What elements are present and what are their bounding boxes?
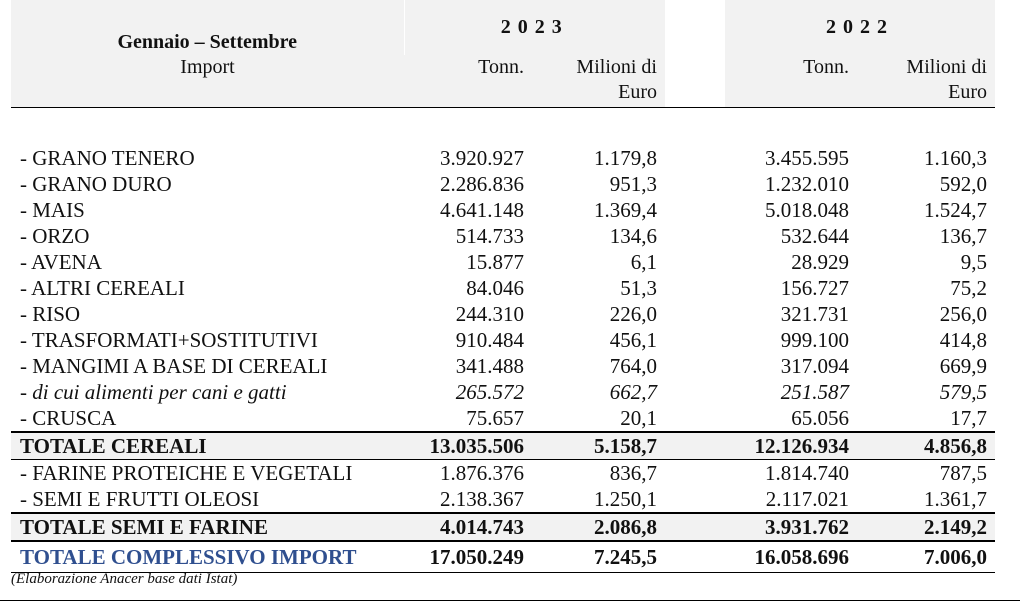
cell-tonn-2022: 532.644 (780, 224, 849, 248)
cell-euro-2022: 17,7 (950, 406, 987, 430)
cell-euro-2023: 51,3 (620, 276, 657, 300)
cell-euro-2022: 9,5 (960, 250, 987, 274)
cell-tonn-2022: 28.929 (791, 250, 849, 274)
spacer-cell (665, 379, 725, 405)
cell-tonn-2022: 317.094 (780, 354, 849, 378)
cell-euro-2022: 1.524,7 (924, 198, 987, 222)
cell-euro-2023: 20,1 (620, 406, 657, 430)
table-row (11, 405, 995, 432)
row-label: - AVENA (20, 250, 102, 274)
cell-tonn-2023: 514.733 (455, 224, 524, 248)
table-title: Gennaio – Settembre (11, 0, 404, 55)
cell-euro-2023: 662,7 (609, 380, 657, 404)
cell-tonn-2023: 75.657 (466, 406, 524, 430)
cell-euro-2022: 136,7 (939, 224, 987, 248)
cell-euro-2022: 592,0 (939, 172, 987, 196)
table-row (11, 327, 995, 353)
cell-euro-2022: 4.856,8 (857, 432, 995, 460)
col-tonn-2023: Tonn. (404, 55, 532, 108)
cell-euro-2022: 256,0 (939, 302, 987, 326)
cell-tonn-2022: 3.931.762 (725, 513, 857, 541)
spacer-cell (665, 327, 725, 353)
cell-tonn-2022: 251.587 (780, 380, 849, 404)
table-row (11, 486, 995, 513)
spacer-cell (665, 197, 725, 223)
spacer-cell (665, 275, 725, 301)
cell-euro-2023: 1.250,1 (594, 487, 657, 511)
col-tonn-2022: Tonn. (725, 55, 857, 108)
cell-tonn-2022: 12.126.934 (725, 432, 857, 460)
cell-tonn-2023: 4.014.743 (404, 513, 532, 541)
cell-euro-2023: 226,0 (609, 302, 657, 326)
cell-euro-2022: 75,2 (950, 276, 987, 300)
cell-euro-2023: 764,0 (609, 354, 657, 378)
row-label: TOTALE SEMI E FARINE (11, 513, 404, 541)
cell-euro-2023: 456,1 (609, 328, 657, 352)
row-label: - MAIS (20, 198, 85, 222)
import-table (11, 0, 995, 573)
spacer-cell (665, 249, 725, 275)
spacer-cell (665, 353, 725, 379)
cell-tonn-2023: 244.310 (455, 302, 524, 326)
cell-tonn-2023: 2.286.836 (440, 172, 524, 196)
spacer-cell (665, 223, 725, 249)
row-label: - RISO (20, 302, 81, 326)
cell-euro-2022: 2.149,2 (857, 513, 995, 541)
cell-tonn-2022: 999.100 (780, 328, 849, 352)
source-note: (Elaborazione Anacer base dati Istat) (11, 571, 238, 587)
table-row (11, 379, 995, 405)
cell-tonn-2023: 84.046 (466, 276, 524, 300)
cell-tonn-2022: 1.814.740 (765, 461, 849, 485)
cell-euro-2023: 6,1 (630, 250, 657, 274)
spacer-cell (665, 301, 725, 327)
row-label: - TRASFORMATI+SOSTITUTIVI (20, 328, 318, 352)
cell-euro-2022: 669,9 (939, 354, 987, 378)
table-row (11, 249, 995, 275)
bottom-rule (0, 600, 1020, 601)
cell-tonn-2023: 15.877 (466, 250, 524, 274)
cell-tonn-2023: 2.138.367 (440, 487, 524, 511)
cell-tonn-2022: 3.455.595 (765, 146, 849, 170)
cell-euro-2022: 414,8 (939, 328, 987, 352)
row-label: - MANGIMI A BASE DI CEREALI (20, 354, 328, 378)
cell-tonn-2023: 910.484 (455, 328, 524, 352)
table-row (11, 171, 995, 197)
spacer-cell (665, 486, 725, 513)
table-row (11, 145, 995, 171)
cell-euro-2022: 1.361,7 (924, 487, 987, 511)
row-label: - CRUSCA (20, 406, 117, 430)
spacer-cell (665, 460, 725, 487)
cell-tonn-2023: 265.572 (455, 380, 524, 404)
cell-euro-2023: 134,6 (609, 224, 657, 248)
cell-tonn-2022: 156.727 (780, 276, 849, 300)
cell-tonn-2022: 65.056 (791, 406, 849, 430)
row-label: - FARINE PROTEICHE E VEGETALI (20, 461, 353, 485)
spacer-cell (665, 145, 725, 171)
row-label: - ORZO (20, 224, 90, 248)
cell-euro-2023: 7.245,5 (532, 541, 665, 573)
col-euro-2022: Milioni di Euro (857, 55, 995, 108)
cell-euro-2022: 579,5 (939, 380, 987, 404)
cell-tonn-2023: 3.920.927 (440, 146, 524, 170)
table-row (11, 301, 995, 327)
table-row (11, 275, 995, 301)
cell-tonn-2022: 1.232.010 (765, 172, 849, 196)
cell-tonn-2022: 16.058.696 (725, 541, 857, 573)
cell-euro-2022: 787,5 (939, 461, 987, 485)
cell-tonn-2023: 341.488 (455, 354, 524, 378)
table-subtitle: Import (11, 55, 404, 108)
spacer-cell (665, 405, 725, 432)
table-row (11, 223, 995, 249)
cell-euro-2023: 5.158,7 (532, 432, 665, 460)
row-label: - di cui alimenti per cani e gatti (20, 380, 287, 404)
cell-tonn-2023: 17.050.249 (404, 541, 532, 573)
cell-tonn-2022: 5.018.048 (765, 198, 849, 222)
cell-euro-2022: 7.006,0 (857, 541, 995, 573)
total-cereali-row (11, 432, 995, 460)
total-import-row (11, 541, 995, 573)
col-euro-2023: Milioni di Euro (532, 55, 665, 108)
year-2023-header: 2023 (404, 0, 665, 55)
cell-euro-2023: 836,7 (609, 461, 657, 485)
cell-euro-2023: 951,3 (609, 172, 657, 196)
year-2022-header: 2022 (725, 0, 995, 55)
table-row (11, 197, 995, 223)
cell-euro-2022: 1.160,3 (924, 146, 987, 170)
row-label: TOTALE COMPLESSIVO IMPORT (11, 541, 404, 573)
cell-tonn-2022: 321.731 (780, 302, 849, 326)
cell-euro-2023: 2.086,8 (532, 513, 665, 541)
cell-euro-2023: 1.369,4 (594, 198, 657, 222)
row-label: - ALTRI CEREALI (20, 276, 185, 300)
row-label: TOTALE CEREALI (11, 432, 404, 460)
cell-euro-2023: 1.179,8 (594, 146, 657, 170)
cell-tonn-2023: 13.035.506 (404, 432, 532, 460)
total-semi-row (11, 513, 995, 541)
row-label: - GRANO TENERO (20, 146, 195, 170)
cell-tonn-2023: 1.876.376 (440, 461, 524, 485)
cell-tonn-2023: 4.641.148 (440, 198, 524, 222)
table-row (11, 460, 995, 487)
spacer-cell (665, 171, 725, 197)
row-label: - GRANO DURO (20, 172, 172, 196)
table-row (11, 353, 995, 379)
cell-tonn-2022: 2.117.021 (765, 487, 849, 511)
row-label: - SEMI E FRUTTI OLEOSI (20, 487, 260, 511)
